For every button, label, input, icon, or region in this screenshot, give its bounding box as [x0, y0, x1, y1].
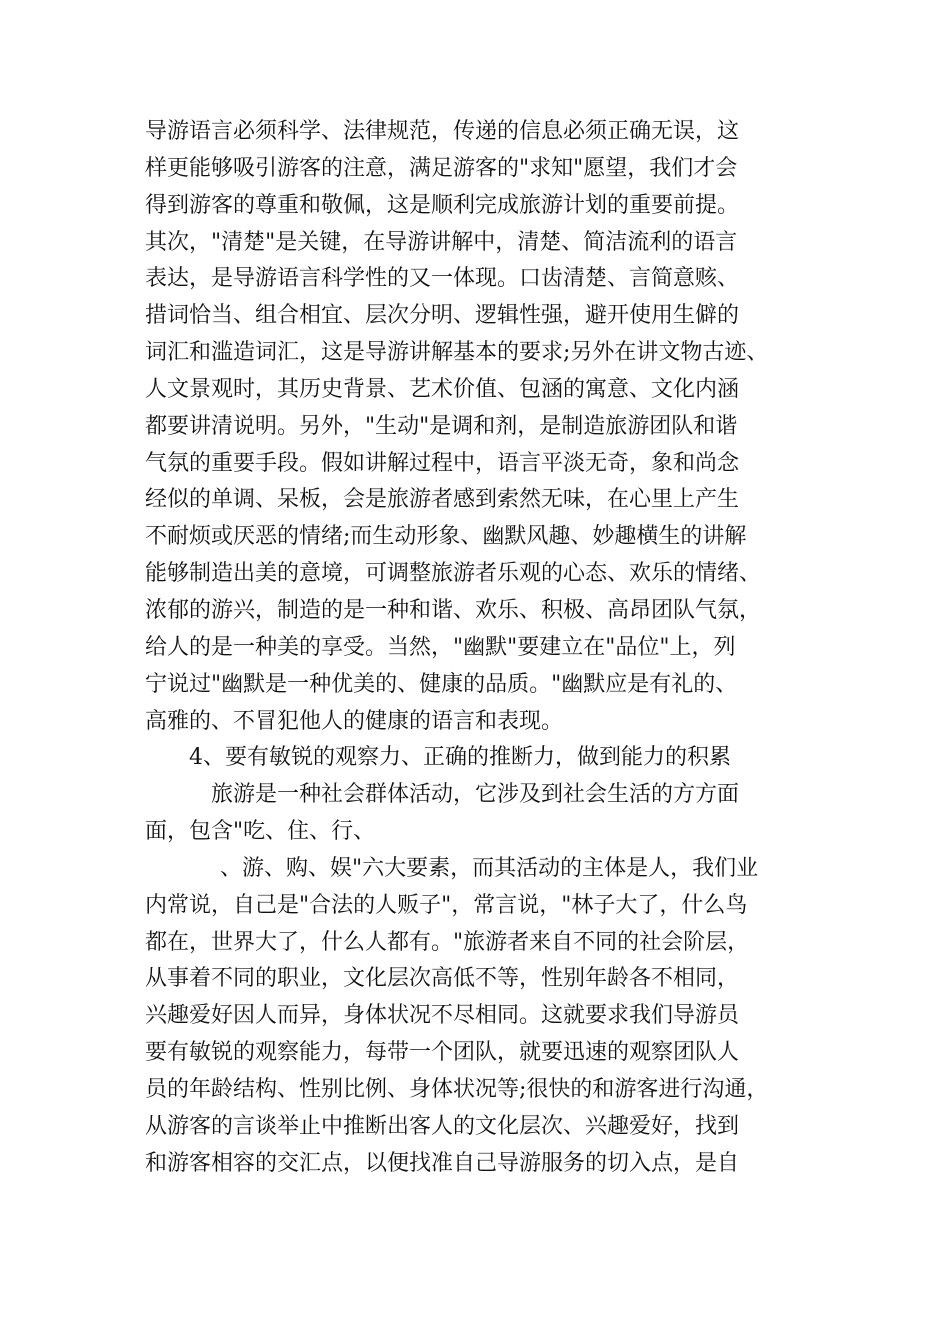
text-line: 高雅的、不冒犯他人的健康的语言和表现。 — [145, 708, 564, 734]
text-line: 得到游客的尊重和敬佩，这是顺利完成旅游计划的重要前提。 — [145, 192, 740, 218]
text-line: 兴趣爱好因人而异，身体状况不尽相同。这就要求我们导游员 — [145, 1003, 740, 1029]
text-line: 措词恰当、组合相宜、层次分明、逻辑性强，避开使用生僻的 — [145, 303, 740, 329]
text-line: 气氛的重要手段。假如讲解过程中，语言平淡无奇，象和尚念 — [145, 450, 740, 476]
text-line: 给人的是一种美的享受。当然，"幽默"要建立在"品位"上，列 — [145, 634, 736, 660]
text-line: 旅游是一种社会群体活动，它涉及到社会生活的方方面 — [211, 782, 740, 808]
body-text — [145, 114, 845, 1182]
text-line: 都在，世界大了，什么人都有。"旅游者来自不同的社会阶层， — [145, 929, 750, 955]
text-line: 内常说，自己是"合法的人贩子"，常言说，"林子大了，什么鸟 — [145, 892, 748, 918]
text-line: 宁说过"幽默是一种优美的、健康的品质。"幽默应是有礼的、 — [145, 671, 738, 697]
text-line: 员的年龄结构、性别比例、身体状况等;很快的和游客进行沟通， — [145, 1076, 769, 1102]
text-line: 其次，"清楚"是关键，在导游讲解中，清楚、简洁流利的语言 — [145, 229, 738, 255]
text-line: 表达，是导游语言科学性的又一体现。口齿清楚、言简意赅、 — [145, 266, 740, 292]
text-line: 从事着不同的职业，文化层次高低不等，性别年龄各不相同， — [145, 966, 740, 992]
text-line: 能够制造出美的意境，可调整旅游者乐观的心态、欢乐的情绪、 — [145, 561, 762, 587]
text-line: 面，包含"吃、住、行、 — [145, 819, 376, 845]
text-line: 浓郁的游兴，制造的是一种和谐、欢乐、积极、高昂团队气氛， — [145, 597, 762, 623]
text-line: 从游客的言谈举止中推断出客人的文化层次、兴趣爱好，找到 — [145, 1113, 740, 1139]
text-line: 和游客相容的交汇点，以便找准自己导游服务的切入点，是自 — [145, 1150, 740, 1176]
text-line: 样更能够吸引游客的注意，满足游客的"求知"愿望，我们才会 — [145, 155, 738, 181]
text-line: 都要讲清说明。另外，"生动"是调和剂，是制造旅游团队和谐 — [145, 413, 738, 439]
text-line: 词汇和滥造词汇，这是导游讲解基本的要求;另外在讲文物古迹、 — [145, 340, 769, 366]
text-line: 要有敏锐的观察能力，每带一个团队，就要迅速的观察团队人 — [145, 1040, 740, 1066]
text-line: 经似的单调、呆板，会是旅游者感到索然无味，在心里上产生 — [145, 487, 740, 513]
text-line: 人文景观时，其历史背景、艺术价值、包涵的寓意、文化内涵 — [145, 376, 740, 402]
text-line: 、游、购、娱"六大要素，而其活动的主体是人，我们业 — [220, 855, 759, 881]
text-line: 导游语言必须科学、法律规范，传递的信息必须正确无误，这 — [145, 119, 740, 144]
section-heading: 4、要有敏锐的观察力、正确的推断力，做到能力的积累 — [189, 745, 731, 771]
text-line: 不耐烦或厌恶的情绪;而生动形象、幽默风趣、妙趣横生的讲解 — [145, 524, 747, 550]
